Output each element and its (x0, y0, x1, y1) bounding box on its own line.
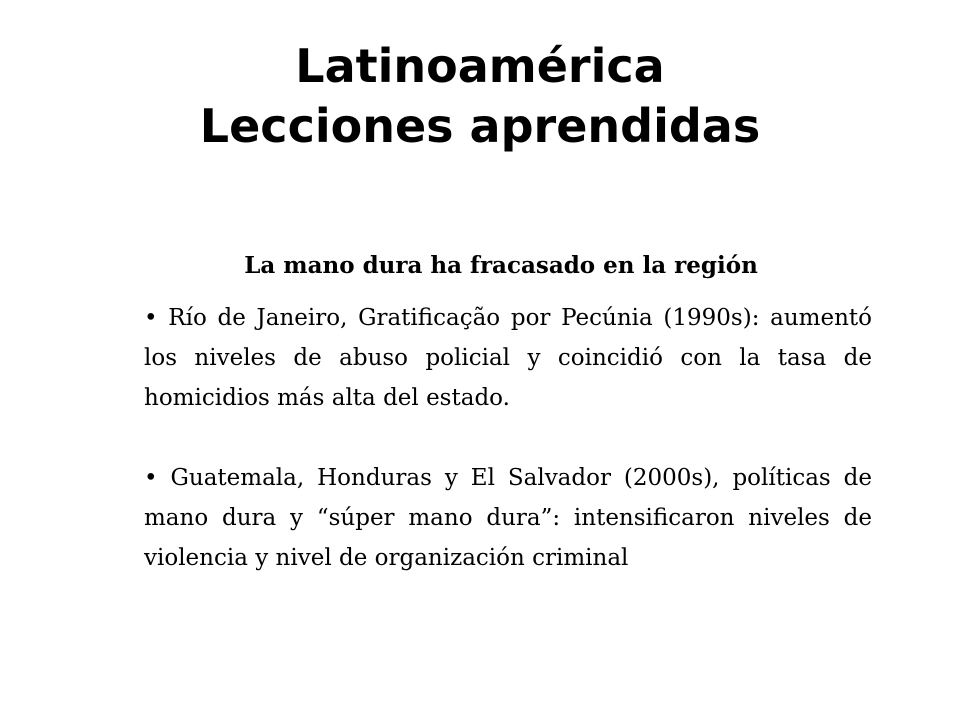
slide-body (144, 298, 872, 578)
title-line-2: Lecciones aprendidas (199, 99, 761, 153)
slide-title (0, 36, 960, 156)
bullet-icon: • (144, 465, 158, 491)
bullet-item-2 (144, 458, 872, 578)
slide-subtitle: La mano dura ha fracasado en la región (244, 252, 758, 279)
bullet-text-2: Guatemala, Honduras y El Salvador (2000s), políticas de mano dura y “súper mano dura”: intensificaron niveles de violencia y nivel de organización criminal (144, 465, 872, 571)
bullet-icon: • (144, 305, 158, 331)
bullet-spacer (144, 418, 872, 458)
bullet-item-1 (144, 298, 872, 418)
bullet-text-1: Río de Janeiro, Gratificação por Pecúnia (1990s): aumentó los niveles de abuso policial y coincidió con la tasa de homicidios más alta del estado. (144, 305, 873, 411)
title-line-1: Latinoamérica (295, 39, 665, 93)
